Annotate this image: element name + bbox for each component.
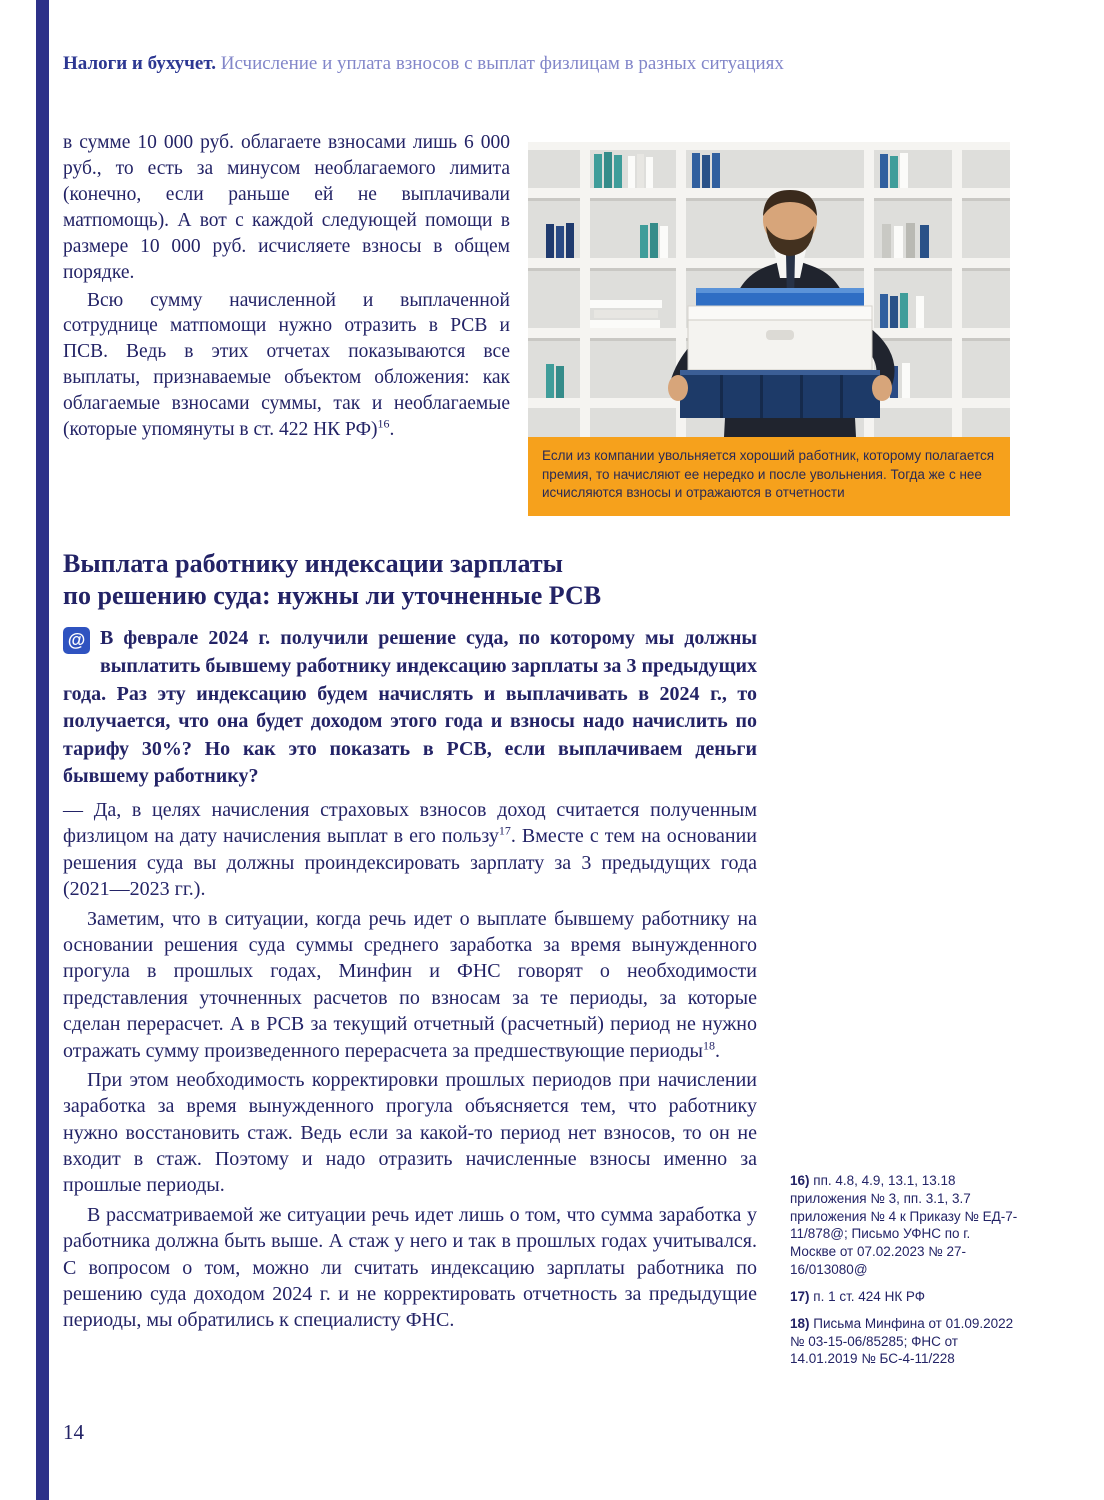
section-heading-line-2: по решению суда: нужны ли уточненные РСВ	[63, 580, 602, 610]
answer-paragraph-1-text: — Да, в целях начисления страховых взносов доход считается полученным физлицом на дату начисления выплат в его пользу	[63, 799, 757, 848]
footnote-16	[790, 1172, 1018, 1279]
question-text: В феврале 2024 г. получили решение суда, по которому мы должны выплатить бывшему работнику индексацию зарплаты за 3 предыдущих года. Раз эту индексацию будем начислять и выплачивать в 2024 г., то получается, что она будет доходом этого года и взносы надо начислить по тарифу 30%? Но как это показать в РСВ, если выплачиваем деньги бывшему работнику?	[63, 627, 757, 788]
intro-column	[63, 130, 510, 443]
answer-paragraph-1-end: . Вместе с тем на основании решения суда вы должны проиндексировать зарплату за 3 предыдущих года (2021—2023 гг.).	[63, 825, 757, 901]
reader-question	[63, 625, 757, 791]
section-heading	[63, 548, 757, 611]
answer-paragraph-1	[63, 797, 757, 903]
intro-paragraph-2	[63, 288, 510, 444]
footnote-ref-17: 17	[498, 823, 511, 838]
footnote-17-number: 17)	[790, 1288, 810, 1304]
intro-paragraph-2-text: Всю сумму начисленной и выплаченной сотруднице матпомощи нужно отразить в РСВ и ПСВ. Ведь в этих отчетах показываются все выплаты, признаваемые объектом обложения: как облагаемые взносами суммы, так и необлагаемые (которые упомянуты в ст. 422 НК РФ)	[63, 289, 510, 441]
footnote-ref-18: 18	[702, 1037, 715, 1052]
footnote-18	[790, 1315, 1018, 1368]
footnote-17-text: п. 1 ст. 424 НК РФ	[813, 1288, 926, 1304]
page-number: 14	[63, 1420, 84, 1444]
intro-paragraph-2-end: .	[389, 419, 395, 441]
answer-paragraph-3: При этом необходимость корректировки прошлых периодов при начислении заработка за время вынужденного прогула объясняется тем, что работнику нужно восстановить стаж. Ведь если за какой-то период нет взносов, то он не входит в стаж. Поэтому и надо отразить начисленные взносы именно за прошлые периоды.	[63, 1068, 757, 1197]
article-main-column	[63, 548, 757, 1334]
page-accent-bar	[36, 0, 49, 1500]
at-icon: @	[63, 627, 90, 654]
photo-block	[528, 142, 1010, 516]
expert-answer	[63, 797, 757, 1334]
footnote-18-text: Письма Минфина от 01.09.2022 № 03-15-06/85285; ФНС от 14.01.2019 № БС-4-11/228	[790, 1315, 1014, 1367]
page-header	[63, 52, 1043, 77]
footnote-17	[790, 1288, 1018, 1306]
answer-paragraph-2	[63, 906, 757, 1064]
answer-paragraph-4: В рассматриваемой же ситуации речь идет лишь о том, что сумма заработка у работника должна быть выше. А стаж у него и так в прошлых годах учитывался. С вопросом о том, можно ли считать индексацию зарплаты работника по решению суда доходом 2024 г. и не корректировать отчетность за предыдущие периоды, мы обратились к специалисту ФНС.	[63, 1203, 757, 1332]
article-subtitle: Исчисление и уплата взносов с выплат физлицам в разных ситуациях	[220, 53, 784, 74]
footnote-ref-16: 16	[377, 416, 390, 431]
footnote-18-number: 18)	[790, 1315, 810, 1331]
photo-man-with-boxes	[528, 142, 1010, 437]
answer-paragraph-2-text: Заметим, что в ситуации, когда речь идет о выплате бывшему работнику на основании решения суда суммы среднего заработка за время вынужденного прогула в прошлых годах, Минфин и ФНС говорят о необходимости представления уточненных расчетов по взносам за те периоды, за которые сделан перерасчет. А в РСВ за текущий отчетный (расчетный) период не нужно отражать сумму произведенного перерасчета за предшествующие периоды	[63, 907, 757, 1062]
rubric-title: Налоги и бухучет.	[63, 53, 216, 74]
footnote-16-text: пп. 4.8, 4.9, 13.1, 13.18 приложения № 3, пп. 3.1, 3.7 приложения № 4 к Приказу № ЕД-7-11/878@; Письмо УФНС по г. Москве от 07.02.2023 № 27-16/013080@	[790, 1173, 1018, 1278]
answer-paragraph-2-end: .	[714, 1039, 720, 1062]
footnotes-sidebar	[790, 1172, 1018, 1377]
footnote-16-number: 16)	[790, 1173, 810, 1188]
section-heading-line-1: Выплата работнику индексации зарплаты	[63, 549, 563, 578]
intro-paragraph-1: в сумме 10 000 руб. облагаете взносами лишь 6 000 руб., то есть за минусом необлагаемого лимита (конечно, если раньше ей не выплачивали матпомощь). А вот с каждой следующей помощи в размере 10 000 руб. исчисляете взносы в общем порядке.	[63, 132, 510, 283]
photo-caption: Если из компании увольняется хороший работник, которому полагается премия, то начисляют ее нередко и после увольнения. Тогда же с нее исчисляются взносы и отражаются в отчетности	[528, 437, 1010, 516]
